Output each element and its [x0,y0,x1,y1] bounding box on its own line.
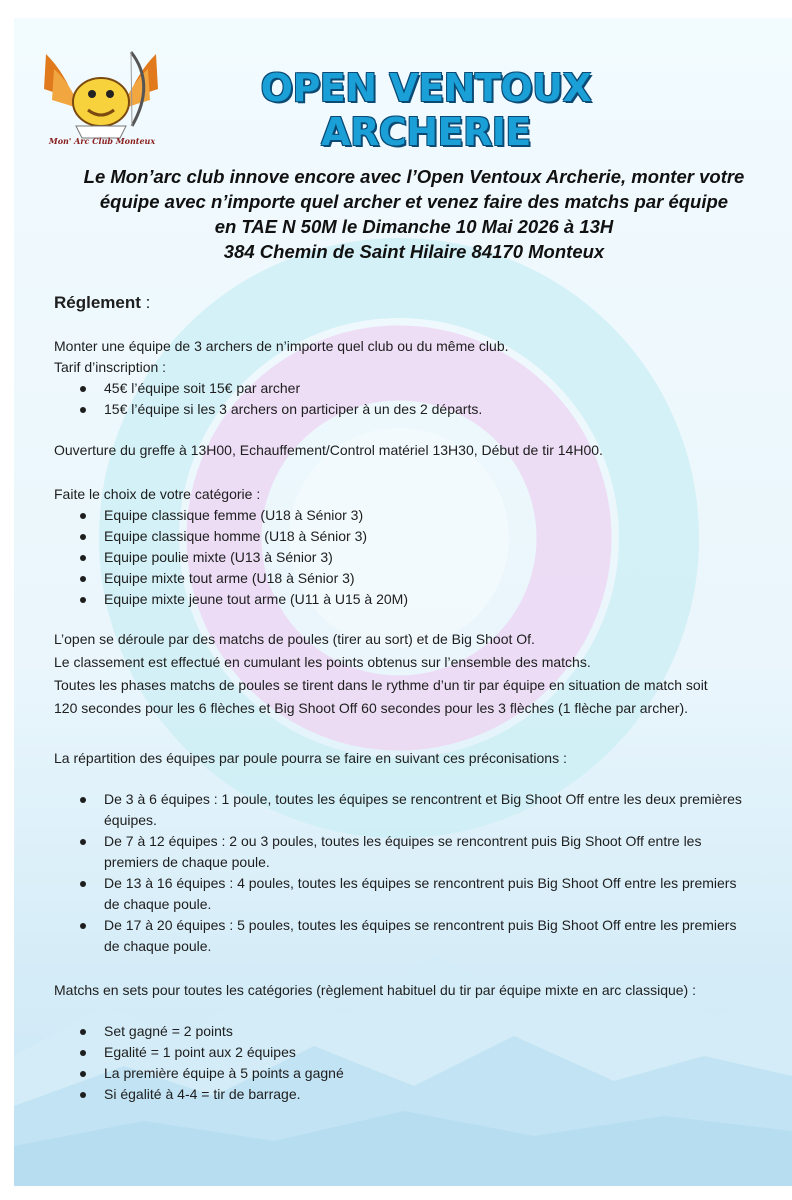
reglement-colon: : [140,293,151,312]
sets-list [54,1021,792,1105]
intro-line: 384 Chemin de Saint Hilaire 84170 Monteux [223,241,605,262]
list-item: Equipe mixte tout arme (U18 à Sénior 3) [104,568,792,589]
list-item: La première équipe à 5 points a gagné [104,1063,792,1084]
list-item: De 13 à 16 équipes : 4 poules, toutes les équipes se rencontrent puis Big Shoot Off entre les premiers de chaque poule. [104,873,744,915]
schedule-text: Ouverture du greffe à 13H00, Echauffement/Control matériel 13H30, Début de tir 14H00. [54,442,603,458]
format-line: L’open se déroule par des matchs de poules (tirer au sort) et de Big Shoot Of. [54,631,535,647]
list-item: Equipe mixte jeune tout arme (U11 à U15 à 20M) [104,589,792,610]
repartition-list [54,789,792,957]
reglement-heading [54,292,792,313]
intro-text [54,164,774,264]
list-item: De 7 à 12 équipes : 2 ou 3 poules, toutes les équipes se rencontrent puis Big Shoot Off entre les premiers de chaque poule. [104,831,744,873]
categories-label: Faite le choix de votre catégorie : [54,486,261,502]
list-item: Equipe classique femme (U18 à Sénior 3) [104,505,792,526]
tarif-label: Tarif d’inscription : [54,359,167,375]
repartition-label: La répartition des équipes par poule pourra se faire en suivant ces préconisations : [54,750,567,766]
list-item: 45€ l’équipe soit 15€ par archer [104,378,792,399]
sets-label: Matchs en sets pour toutes les catégories (règlement habituel du tir par équipe mixte en arc classique) : [54,982,696,998]
categories-list [54,505,792,610]
archer-mascot-logo-icon [36,34,166,144]
list-item: Equipe classique homme (U18 à Sénior 3) [104,526,792,547]
flyer-page [14,18,792,1186]
intro-line: en TAE N 50M le Dimanche 10 Mai 2026 à 13H [214,216,614,237]
intro-line: Le Mon’arc club innove encore avec l’Open Ventoux Archerie, monter votre [83,166,745,187]
list-item: Si égalité à 4-4 = tir de barrage. [104,1084,792,1105]
format-section [54,628,792,720]
categories-section [54,484,792,610]
reglement-title: Réglement [54,293,141,312]
list-item: De 3 à 6 équipes : 1 poule, toutes les équipes se rencontrent et Big Shoot Off entre les deux premières équipes. [104,789,744,831]
logo-caption: Mon' Arc Club Monteux [48,136,156,146]
intro-line: équipe avec n’importe quel archer et venez faire des matchs par équipe [99,191,729,212]
list-item: Egalité = 1 point aux 2 équipes [104,1042,792,1063]
repartition-section [54,748,792,957]
format-line: Le classement est effectué en cumulant les points obtenus sur l’ensemble des matchs. [54,654,591,670]
format-line: 120 secondes pour les 6 flèches et Big Shoot Off 60 secondes pour les 3 flèches (1 flèche par archer). [54,700,689,716]
sets-section [54,980,792,1105]
list-item: De 17 à 20 équipes : 5 poules, toutes les équipes se rencontrent puis Big Shoot Off entre les premiers de chaque poule. [104,915,744,957]
registration-section [54,336,792,420]
list-item: 15€ l’équipe si les 3 archers on participer à un des 2 départs. [104,399,792,420]
team-text: Monter une équipe de 3 archers de n’importe quel club ou du même club. [54,338,509,354]
schedule-section [54,440,792,461]
list-item: Set gagné = 2 points [104,1021,792,1042]
page-title: OPEN VENTOUX ARCHERIE [260,66,592,154]
format-line: Toutes les phases matchs de poules se tirent dans le rythme d’un tir par équipe en situation de match soit [54,677,708,693]
tarif-list [54,378,792,420]
list-item: Equipe poulie mixte (U13 à Sénior 3) [104,547,792,568]
